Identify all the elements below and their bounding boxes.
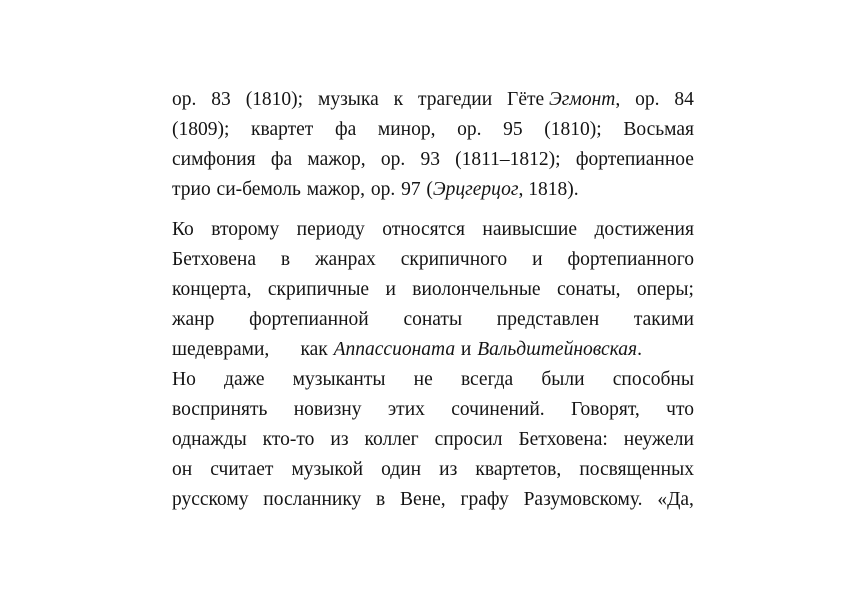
text-line <box>172 425 694 455</box>
word: способны <box>612 369 694 390</box>
word: наивысшие <box>482 219 578 240</box>
text-line <box>172 175 694 205</box>
word: симфония <box>172 149 256 170</box>
word: Восьмая <box>623 119 694 140</box>
word: жанрах <box>315 249 376 270</box>
word: (1810); <box>245 89 304 110</box>
word: из <box>330 429 349 450</box>
word: сонаты <box>403 309 463 330</box>
work-title-appassionata: Аппассионата <box>333 339 456 360</box>
word: музыканты <box>292 369 386 390</box>
word-with-title <box>477 335 642 365</box>
word: из <box>439 459 458 480</box>
word: Гёте <box>507 89 545 110</box>
word: к <box>393 89 404 110</box>
text-line <box>172 305 694 335</box>
word: скрипичные <box>267 279 370 300</box>
word: даже <box>224 369 265 390</box>
word: квартет <box>251 119 314 140</box>
word: трагедии <box>418 89 493 110</box>
word: как <box>300 339 328 360</box>
word: скрипичного <box>400 249 508 270</box>
word: не <box>413 369 433 390</box>
word: неужели <box>623 429 694 450</box>
word: второму <box>211 219 280 240</box>
word: ор. <box>457 119 482 140</box>
word: и <box>385 279 396 300</box>
word: однажды <box>172 429 247 450</box>
word: ор. <box>370 179 396 200</box>
body-text <box>172 85 694 515</box>
punctuation: , <box>615 89 621 110</box>
text-line <box>172 115 694 145</box>
word: музыкой <box>291 459 364 480</box>
word: такими <box>633 309 694 330</box>
word: сочинений. <box>451 399 545 420</box>
word: коллег <box>364 429 419 450</box>
paragraph-spacer <box>172 205 694 215</box>
text-line <box>172 455 694 485</box>
word: 93 <box>420 149 440 170</box>
word: сонаты, <box>556 279 621 300</box>
word: «Да, <box>657 489 694 510</box>
word: шедеврами, <box>172 339 270 360</box>
word: один <box>381 459 422 480</box>
word: кто-то <box>262 429 315 450</box>
text-line <box>172 395 694 425</box>
word: минор, <box>377 119 436 140</box>
word: достижения <box>594 219 694 240</box>
word: 95 <box>503 119 523 140</box>
word: си-бемоль <box>216 179 301 200</box>
word: ор. <box>172 89 197 110</box>
word: в <box>376 489 386 510</box>
word-with-title <box>426 175 578 205</box>
text-line <box>172 365 694 395</box>
word: в <box>280 249 291 270</box>
word: 83 <box>211 89 231 110</box>
word: Ко <box>172 219 194 240</box>
word: фа <box>334 119 357 140</box>
word: фортепианное <box>575 149 694 170</box>
word: фортепианного <box>567 249 694 270</box>
word: Бетховена: <box>518 429 608 450</box>
word: мажор, <box>306 179 365 200</box>
word: Бетховена <box>172 249 256 270</box>
word: графу <box>460 489 509 510</box>
word: фортепианной <box>249 309 369 330</box>
word: воспринять <box>172 399 268 420</box>
word: (1810); <box>544 119 602 140</box>
word: Говорят, <box>571 399 640 420</box>
word: и <box>532 249 543 270</box>
word: квартетов, <box>475 459 562 480</box>
word: мажор, <box>307 149 366 170</box>
word: этих <box>387 399 425 420</box>
word: представлен <box>496 309 600 330</box>
work-title-erzherzog: Эрцгерцог <box>432 179 519 200</box>
word: виолончельные <box>412 279 541 300</box>
text-line <box>172 245 694 275</box>
word: фа <box>270 149 293 170</box>
text-line <box>172 335 694 365</box>
word: посланнику <box>263 489 362 510</box>
punctuation: . <box>637 339 642 360</box>
word: периоду <box>296 219 365 240</box>
word: (1811–1812); <box>455 149 561 170</box>
word: и <box>460 339 472 360</box>
text-line <box>172 145 694 175</box>
word: Разумовскому. <box>523 489 643 510</box>
word: новизну <box>293 399 362 420</box>
word: посвященных <box>579 459 694 480</box>
word: концерта, <box>172 279 252 300</box>
word: (1809); <box>172 119 230 140</box>
word: относятся <box>382 219 465 240</box>
word: он <box>172 459 193 480</box>
word: русскому <box>172 489 249 510</box>
punctuation: , 1818). <box>518 179 579 200</box>
word: 97 <box>401 179 421 200</box>
word: ор. <box>635 89 660 110</box>
text-line <box>172 275 694 305</box>
word: считает <box>210 459 274 480</box>
text-line <box>172 85 694 115</box>
word: 84 <box>674 89 694 110</box>
work-title-egmont: Эгмонт <box>549 89 616 110</box>
word-with-title <box>507 85 620 115</box>
word: жанр <box>172 309 215 330</box>
punctuation: ( <box>426 179 433 200</box>
word: трио <box>172 179 211 200</box>
text-line <box>172 485 694 515</box>
paragraph-second-period <box>172 215 694 515</box>
word: музыка <box>318 89 379 110</box>
word: спросил <box>434 429 503 450</box>
text-line <box>172 215 694 245</box>
word: оперы; <box>636 279 694 300</box>
word: что <box>666 399 694 420</box>
word: Вене, <box>400 489 446 510</box>
paragraph-works-list <box>172 85 694 205</box>
work-title-waldstein: Вальдштейновская <box>477 339 638 360</box>
word: ор. <box>380 149 406 170</box>
word: всегда <box>460 369 514 390</box>
word: Но <box>172 369 196 390</box>
word: были <box>541 369 585 390</box>
